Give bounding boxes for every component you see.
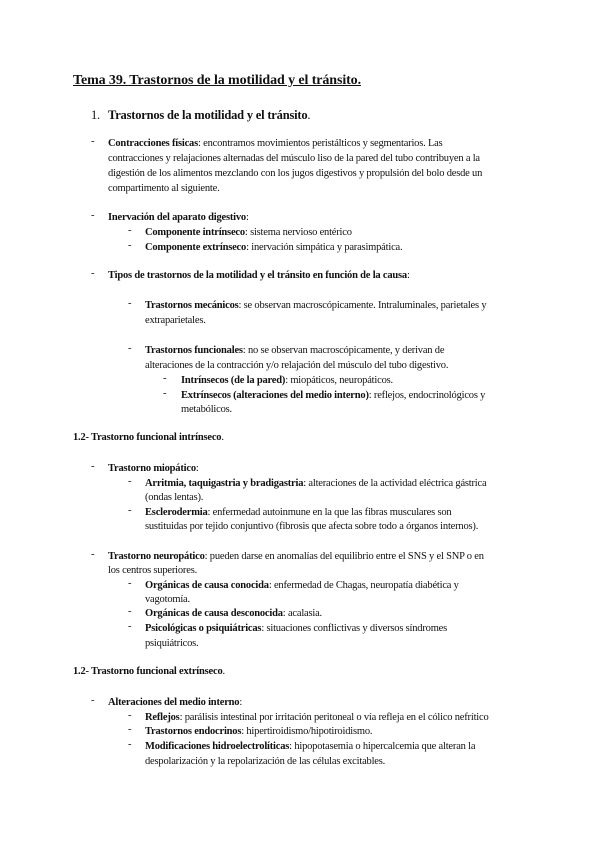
inervacion-item: Componente intrínseco: sistema nervioso entérico — [145, 227, 352, 238]
funcionales-line-1: Trastornos funcionales: no se observan macroscópicamente, y derivan de — [145, 345, 445, 356]
bullet-dash: - — [91, 695, 95, 706]
bullet-dash: - — [128, 606, 132, 617]
contracciones-line-3: digestión de los alimentos mezclando con los jugos digestivos y propulsión del bolo desde un — [108, 168, 483, 179]
miopatico-item-cont: (ondas lentas). — [145, 492, 204, 503]
bullet-dash: - — [128, 225, 132, 236]
bullet-dash: - — [128, 298, 132, 309]
medio-item: Modificaciones hidroelectrolíticas: hipopotasemia o hipercalcemia que alteran la — [145, 741, 476, 752]
inervacion-item: Componente extrínseco: inervación simpática y parasimpática. — [145, 242, 403, 253]
miopatico-item: Arritmia, taquigastria y bradigastria: alteraciones de la actividad eléctrica gástrica — [145, 478, 487, 489]
neuropatico-item: Psicológicas o psiquiátricas: situaciones conflictivas y diversos síndromes — [145, 623, 448, 634]
tipos-line: Tipos de trastornos de la motilidad y el tránsito en función de la causa: — [108, 270, 410, 281]
section-heading: 1.2- Trastorno funcional intrínseco. — [73, 432, 224, 443]
bullet-dash: - — [91, 549, 95, 560]
neuropatico-item: Orgánicas de causa desconocida: acalasia. — [145, 608, 322, 619]
miopatico-item-cont: sustituidas por tejido conjuntivo (fibrosis que afecta sobre todo a órganos internos). — [145, 521, 479, 532]
bullet-dash: - — [163, 373, 167, 384]
section-number: 1. — [91, 108, 100, 122]
inervacion-line: Inervación del aparato digestivo: — [108, 212, 249, 223]
bullet-dash: - — [128, 621, 132, 632]
medio-line: Alteraciones del medio interno: — [108, 697, 243, 708]
neuropatico-item: Orgánicas de causa conocida: enfermedad de Chagas, neuropatía diabética y — [145, 580, 459, 591]
neuropatico-line-1: Trastorno neuropático: pueden darse en anomalías del equilibrio entre el SNS y el SNP o en — [108, 551, 484, 562]
funcionales-item: Intrínsecos (de la pared): miopáticos, neuropáticos. — [181, 375, 393, 386]
mecanicos-line-1: Trastornos mecánicos: se observan macroscópicamente. Intraluminales, parietales y — [145, 300, 487, 311]
funcionales-item-cont: metabólicos. — [181, 404, 232, 415]
bullet-dash: - — [91, 210, 95, 221]
bullet-dash: - — [91, 461, 95, 472]
bullet-dash: - — [128, 739, 132, 750]
bullet-dash: - — [128, 724, 132, 735]
bullet-dash: - — [128, 476, 132, 487]
contracciones-label: Contracciones físicas — [108, 138, 198, 149]
section-heading: 1.2- Trastorno funcional extrínseco. — [73, 666, 225, 677]
medio-item-cont: despolarización y la repolarización de las células excitables. — [145, 756, 386, 767]
neuropatico-item-cont: psiquiátricos. — [145, 638, 199, 649]
miopatico-item: Esclerodermia: enfermedad autoinmune en la que las fibras musculares son — [145, 507, 452, 518]
bullet-dash: - — [91, 136, 95, 147]
neuropatico-item-cont: vagotomía. — [145, 594, 190, 605]
contracciones-line-4: compartimento al siguiente. — [108, 183, 220, 194]
miopatico-line: Trastorno miopático: — [108, 463, 199, 474]
funcionales-line-2: alteraciones de la contracción y/o relajación del músculo del tubo digestivo. — [145, 360, 449, 371]
mecanicos-line-2: extraparietales. — [145, 315, 206, 326]
bullet-dash: - — [128, 343, 132, 354]
bullet-dash: - — [128, 240, 132, 251]
bullet-dash: - — [128, 505, 132, 516]
medio-item: Trastornos endocrinos: hipertiroidismo/hipotiroidismo. — [145, 726, 373, 737]
bullet-dash: - — [91, 268, 95, 279]
page-title: Tema 39. Trastornos de la motilidad y el tránsito. — [73, 73, 361, 88]
bullet-dash: - — [128, 578, 132, 589]
funcionales-item: Extrínsecos (alteraciones del medio interno): reflejos, endocrinológicos y — [181, 390, 486, 401]
section-heading: Trastornos de la motilidad y el tránsito. — [108, 108, 311, 122]
bullet-dash: - — [163, 388, 167, 399]
bullet-dash: - — [128, 710, 132, 721]
contracciones-line-1: Contracciones físicas: encontramos movimientos peristálticos y segmentarios. Las — [108, 138, 443, 149]
neuropatico-line-2: los centros superiores. — [108, 565, 198, 576]
medio-item: Reflejos: parálisis intestinal por irritación peritoneal o vía refleja en el cólico nefrítico — [145, 712, 489, 723]
contracciones-line-2: contracciones y relajaciones alternadas del músculo liso de la pared del tubo contribuyen a la — [108, 153, 480, 164]
